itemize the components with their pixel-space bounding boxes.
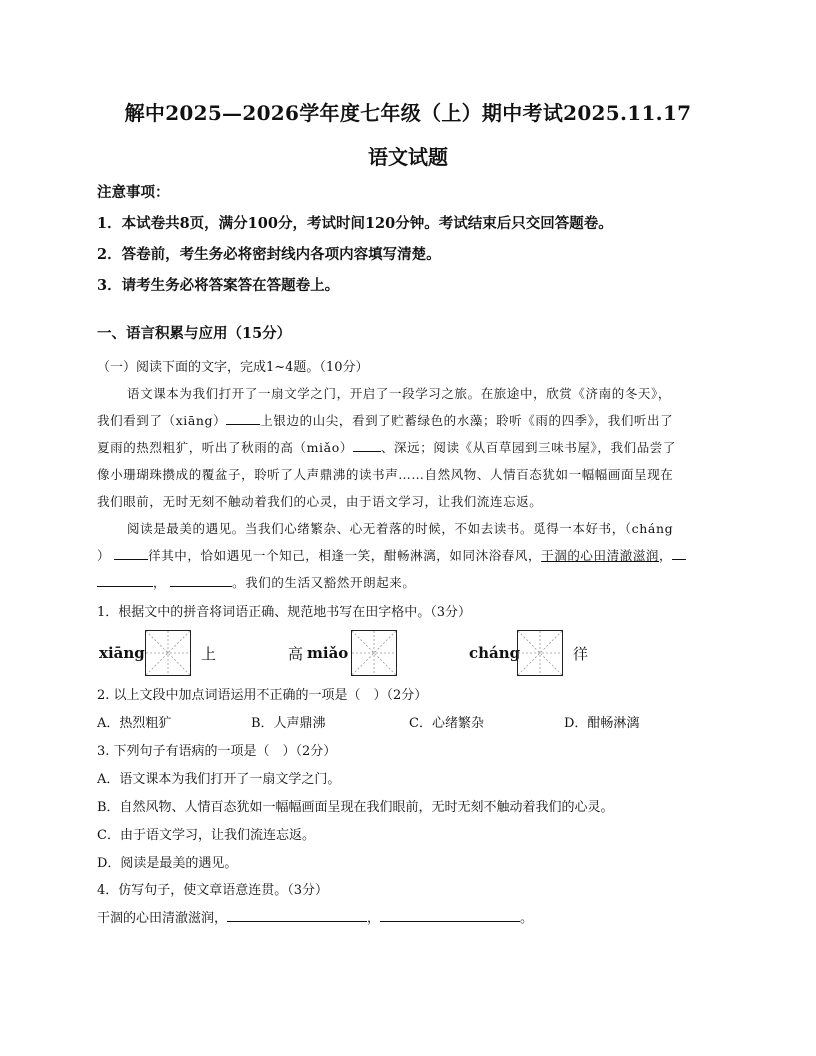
passage-line: 阅读是最美的遇见。当我们心绪繁杂、心无着落的时候，不如去读书。觅得一本好书，（cháng: [127, 521, 674, 536]
answer-blank[interactable]: [170, 574, 232, 587]
grid-lines: [352, 631, 396, 675]
passage-text: 、深远；阅读《从百草园到三味书屋》，我们品尝了: [380, 440, 676, 455]
notice-heading: 注意事项：: [97, 184, 170, 201]
option-d[interactable]: D．酣畅淋漓: [564, 716, 640, 731]
option-a[interactable]: A．热烈粗犷: [97, 716, 172, 731]
question-3-stem: 3. 下列句子有语病的一项是（ ）（2分）: [97, 744, 337, 759]
exam-title: 解中2025—2026学年度七年级（上）期中考试2025.11.17: [124, 101, 692, 125]
passage-line: [97, 546, 686, 564]
pinyin-label: cháng: [469, 644, 521, 662]
answer-blank[interactable]: [227, 909, 367, 922]
question-4-answer-line: [97, 907, 533, 926]
grid-lines: [518, 631, 562, 675]
question-2-stem: 2. 以上文段中加点词语运用不正确的一项是（ ）（2分）: [97, 688, 428, 703]
question-1-stem: 1．根据文中的拼音将词语正确、规范地书写在田字格中。（3分）: [97, 605, 472, 620]
notice-item-2: 2．答卷前，考生务必将密封线内各项内容填写清楚。: [97, 246, 441, 263]
passage-line: 语文课本为我们打开了一扇文学之门，开启了一段学习之旅。在旅途中，欣赏《济南的冬天》，: [127, 386, 671, 401]
answer-blank[interactable]: [353, 439, 381, 452]
passage-line: [97, 438, 676, 456]
tianzige-box[interactable]: [517, 630, 563, 676]
passage-line: [97, 411, 673, 429]
answer-blank[interactable]: [380, 909, 520, 922]
passage-text: 夏雨的热烈粗犷，听出了秋雨的高（miǎo）: [97, 440, 353, 455]
option-c[interactable]: C．心绪繁杂: [409, 716, 484, 731]
passage-text: 。我们的生活又豁然开朗起来。: [232, 575, 416, 590]
answer-blank[interactable]: [672, 547, 686, 560]
underlined-text: 干涸的心田清澈滋润: [541, 548, 660, 563]
option-b[interactable]: B．自然风物、人情百态犹如一幅幅画面呈现在我们眼前，无时无刻不触动着我们的心灵。: [97, 800, 614, 815]
answer-blank[interactable]: [226, 412, 260, 425]
passage-line: 像小珊瑚珠攒成的覆盆子，聆听了人声鼎沸的读书声……自然风物、人情百态犹如一幅幅画面呈现在: [97, 467, 674, 482]
notice-item-3: 3．请考生务必将答案答在答题卷上。: [97, 277, 340, 294]
passage-line: [97, 573, 416, 591]
grid-lines: [146, 631, 190, 675]
sentence-start: 干涸的心田清澈滋润，: [97, 911, 228, 926]
tianzige-box[interactable]: [145, 630, 191, 676]
pinyin-label: miǎo: [307, 644, 349, 662]
passage-text: 上银边的山尖，看到了贮蓄绿色的水藻；聆听《雨的四季》，我们听出了: [260, 413, 674, 428]
separator: ，: [367, 911, 381, 926]
section-heading: 一、语言积累与应用（15分）: [97, 325, 292, 342]
option-c[interactable]: C．由于语文学习，让我们流连忘返。: [97, 828, 315, 843]
tianzige-box[interactable]: [351, 630, 397, 676]
exam-subtitle: 语文试题: [368, 145, 448, 169]
character-label: 徉: [573, 645, 589, 663]
passage-text: ，: [659, 548, 673, 563]
question-4-stem: 4．仿写句子，使文章语意连贯。（3分）: [97, 883, 329, 898]
character-label: 高: [288, 645, 304, 663]
option-d[interactable]: D．阅读是最美的遇见。: [97, 856, 238, 871]
passage-text: ）: [97, 548, 111, 563]
sentence-end: 。: [520, 911, 534, 926]
passage-line: 我们眼前，无时无刻不触动着我们的心灵，由于语文学习，让我们流连忘返。: [97, 494, 543, 509]
passage-text: 我们看到了（xiāng）: [97, 413, 227, 428]
answer-blank[interactable]: [114, 547, 148, 560]
part-instruction: （一）阅读下面的文字，完成1~4题。（10分）: [97, 360, 369, 375]
character-label: 上: [201, 645, 217, 663]
option-a[interactable]: A．语文课本为我们打开了一扇文学之门。: [97, 772, 341, 787]
answer-blank[interactable]: [97, 574, 153, 587]
passage-text: 徉其中，恰如遇见一个知己，相逢一笑，酣畅淋漓，如同沐浴春风，: [148, 548, 542, 563]
pinyin-label: xiāng: [99, 644, 145, 662]
passage-text: ，: [153, 575, 167, 590]
notice-item-1: 1．本试卷共8页，满分100分，考试时间120分钟。考试结束后只交回答题卷。: [97, 215, 613, 232]
tianzige-row: [97, 626, 717, 678]
option-b[interactable]: B．人声鼎沸: [251, 716, 326, 731]
